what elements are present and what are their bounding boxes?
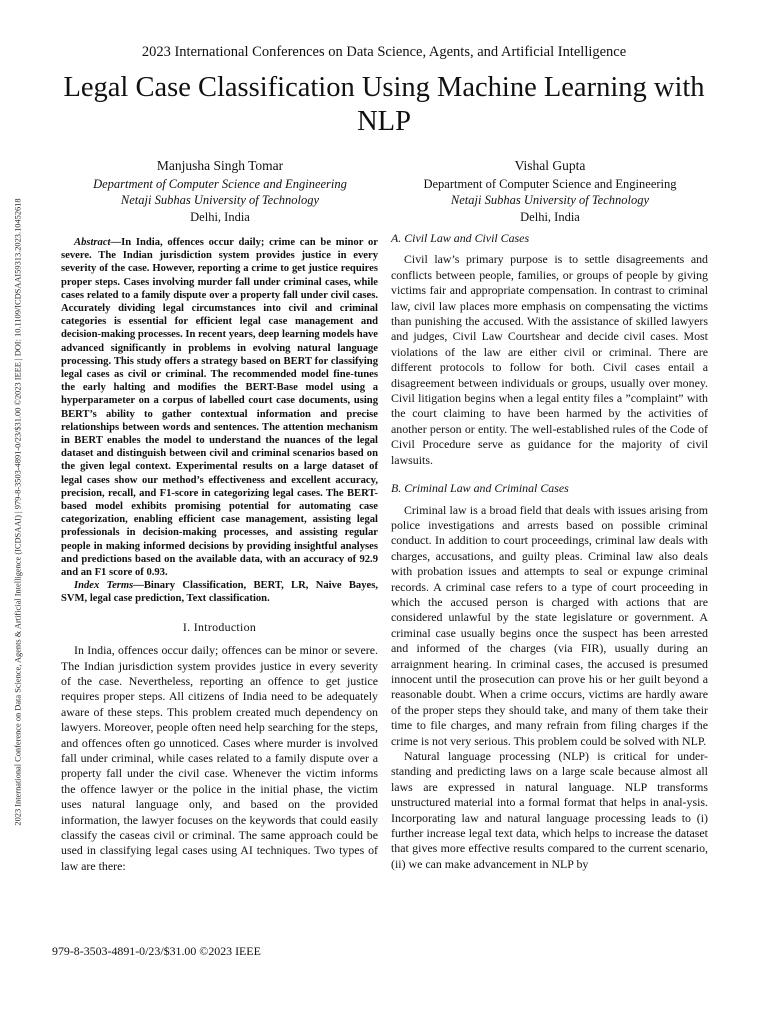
side-margin-note <box>10 122 26 902</box>
right-column <box>391 231 708 872</box>
abstract <box>61 236 378 579</box>
author-name: Manjusha Singh Tomar <box>156 158 284 173</box>
subsection-heading-civil-law: A. Civil Law and Civil Cases <box>391 231 530 245</box>
civil-law-paragraph: Civil law’s primary purpose is to settle disagreements and conflicts between people, families, or groups of people by giving victims fair and appropriate compensation. In contrast to criminal law, civil law places more emphasis on compensating the victims than punishing the accused. With the assistance of skilled lawyers and judges, Civil Law Courtshear and decide civil cases. Most violations of the law are either civil or criminal. There are different protocols to follow for both. Civil cases entail a disagreement between individuals or groups, usually over money. Civil litigation begins when a legal entity files a ”complaint” with the court claiming to have been harmed by the activities of another person or entity. The well-established rules of the Code of Civil Procedure serve as guidance for the majority of civil lawsuits. <box>391 252 708 467</box>
author-block-2 <box>395 158 705 225</box>
section-heading-introduction: I. Introduction <box>182 619 257 634</box>
index-terms-label: Index Terms <box>74 580 134 592</box>
author-university: Netaji Subhas University of Technology <box>120 193 320 207</box>
author-department: Department of Computer Science and Engineering <box>423 176 677 191</box>
abstract-text: —In India, offences occur daily; crime can be minor or severe. The Indian jurisdiction system provides justice in every severity of the case. However, reporting a crime to get justice requires proper steps. Cases involving murder fall under criminal cases, while cases related to a family dispute over a property fall under civil cases. Accurately dividing legal circumstances into civil and criminal categories is essential for efficient legal case management and decision-making processes. In recent years, deep learning models have advanced significantly in problems in evolving natural language processing. This study offers a strategy based on BERT for classifying legal cases as civil or criminal. The recommended model fine-tunes the early halting and modifies the BERT-Base model using a hyperparameter on a corpus of labelled court case documents, using BERT’s ability to gather contextual information and precise relationships between words and sentences. The attention mechanism in BERT enables the model to understand the nuances of the legal dataset and distinguish between civil and criminal scenarios based on the given legal context. Experimental results on a large dataset of legal cases show our method’s effectiveness and excellent accuracy, precision, recall, and F1-score in categorizing legal cases. The BERT-based model exhibits promising potential for automating case categorization, enabling efficient case management, assisting legal professionals in decision-making processes, and assisting regular people in making informed decisions by providing insightful analyses and predictions based on the available data, with an accuracy of 92.9 and an F1 score of 0.93. <box>61 237 378 579</box>
author-university: Netaji Subhas University of Technology <box>450 193 650 207</box>
criminal-law-paragraph: Criminal law is a broad field that deals with issues arising from police investigations and arrests based on possible criminal conduct. In addition to court proceedings, criminal law deals with charges, accusations, and guilty pleas. Criminal law also deals with probation issues and attempts to seal or expunge criminal records. A criminal case refers to a type of court proceeding in which the accused person is charged with actions that are considered unlawful by the state legislature or government. A criminal case usually begins once the suspect has been arrested and informed of the charges (via FIR), usually during an arraignment hearing. In criminal cases, the accused is presumed innocent until the prosecution can prove his or her guilt beyond a reasonable doubt. When a crime occurs, victims are hardly aware of the proper steps they should take, and many of them take their time to file charges, and many refrain from filing charges if the crime is not very serious. This problem could be solved with NLP. <box>391 502 708 748</box>
abstract-label: Abstract <box>74 237 111 248</box>
nlp-paragraph: Natural language processing (NLP) is critical for under-standing and predicting laws on a large scale because almost all laws are expressed in natural language. NLP transforms unstructured material into a formal format that helps in anal-ysis. Incorporating law and natural language processing leads to (i) further increase legal text data, which helps to increase the dataset that gives more effective results compared to the current scenario, (ii) we can make advancement in NLP by <box>391 749 708 871</box>
author-name: Vishal Gupta <box>514 158 586 173</box>
index-terms <box>61 579 378 605</box>
author-block-1 <box>70 158 370 225</box>
paper-title: Legal Case Classification Using Machine Learning with NLP <box>63 72 705 137</box>
author-location: Delhi, India <box>190 209 250 224</box>
author-department: Department of Computer Science and Engineering <box>93 176 347 191</box>
index-terms-text: —Binary Classification, BERT, LR, Naive Bayes, SVM, legal case prediction, Text classification. <box>61 580 378 605</box>
copyright-footer: 979-8-3503-4891-0/23/$31.00 ©2023 IEEE <box>52 944 261 958</box>
left-column <box>61 236 378 874</box>
subsection-heading-criminal-law: B. Criminal Law and Criminal Cases <box>391 481 569 496</box>
author-location: Delhi, India <box>520 209 580 224</box>
side-note-text: 2023 International Conference on Data Science, Agents & Artificial Intelligence (ICDSAAI) | 979-8-3503-4891-0/23/$31.00 ©2023 IEEE | DOI: 10.1109/ICDSAAI59313.2023.10452618 <box>13 198 23 826</box>
conference-line: 2023 International Conferences on Data Science, Agents, and Artificial Intelligence <box>141 44 627 60</box>
introduction-paragraph: In India, offences occur daily; offences can be minor or severe. The Indian jurisdiction system provides justice in every severity of the case. Nevertheless, reporting an offence to get justice requires proper steps. All citizens of India need to be adequately aware of these steps. This problem created much dependency on lawyers. Moreover, people often need help searching for the steps, and offences often go unnoticed. Cases where murder is involved fall under criminal, while cases related to a family dispute over a property fall under the civil case. Whenever the victim informs the offence lawyer or the police in the initial phase, the victim uses natural language only, and based on the provided information, the lawyer focuses on the keywords that could easily classify the caseas civil or criminal. The same approach could be used in classifying legal cases using AI techniques. Two types of law are there: <box>61 643 378 873</box>
